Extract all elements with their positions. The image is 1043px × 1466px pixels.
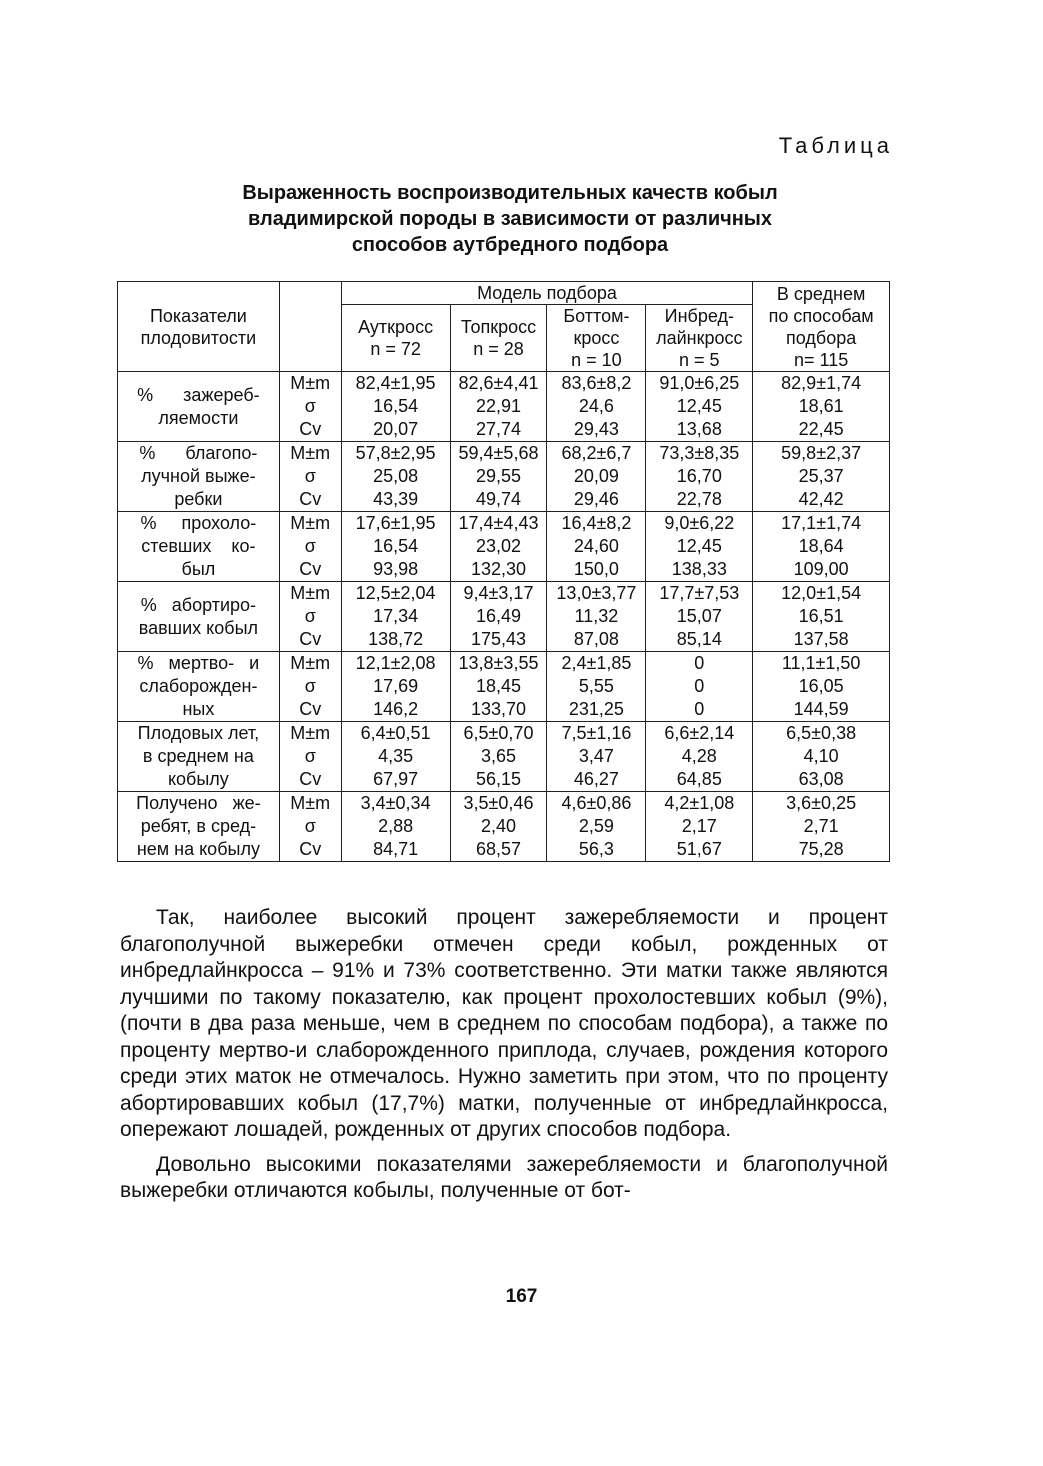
value-cell [341, 722, 450, 792]
header-line: Боттом- [563, 306, 630, 326]
value: 3,5±0,46 [463, 793, 534, 813]
stat-cell [279, 582, 341, 652]
indicator-cell [118, 582, 280, 652]
value: 24,6 [578, 396, 614, 416]
value: 137,58 [793, 629, 849, 649]
value: 24,60 [573, 536, 619, 556]
value: 13,0±3,77 [556, 583, 637, 603]
value: 16,05 [798, 676, 844, 696]
value: 3,4±0,34 [360, 793, 431, 813]
value: 146,2 [373, 699, 419, 719]
paragraph: Так, наиболее высокий процент зажеребляемости и процент благополучной выжеребки отмечен среди кобыл, рожденных от инбредлайнкросса – 91% и 73% соответственно. Эти матки также являются лучшими по такому показателю, как процент прохолостевших кобыл (9%), (почти в два раза меньше, чем в среднем по способам подбора), а также по проценту мертво-и слаборожденного приплода, случаев, рождения которого среди этих маток не отмечалось. Нужно заметить при этом, что по проценту абортировавших кобыл (17,7%) матки, полученные от инбредлайнкросса, опережают лошадей, рожденных от других способов подбора. [120, 906, 888, 1141]
header-model: Модель подбора [341, 282, 753, 305]
value: 22,91 [475, 396, 522, 416]
value: 12,45 [676, 536, 722, 556]
value: 16,4±8,2 [561, 513, 632, 533]
value-cell [646, 722, 753, 792]
indicator-line: ребки [174, 489, 223, 509]
stat-label: M±m [290, 583, 331, 603]
header-line: n = 5 [679, 350, 720, 370]
value-cell [547, 652, 646, 722]
value: 63,08 [798, 769, 844, 789]
value: 9,4±3,17 [463, 583, 534, 603]
value: 68,2±6,7 [561, 443, 632, 463]
value: 18,64 [798, 536, 844, 556]
value: 42,42 [798, 489, 844, 509]
value: 144,59 [793, 699, 849, 719]
value: 27,74 [475, 419, 522, 439]
value: 9,0±6,22 [664, 513, 735, 533]
stat-label: σ [304, 816, 316, 836]
value: 6,4±0,51 [360, 723, 431, 743]
value: 46,27 [573, 769, 619, 789]
value-cell [753, 582, 890, 652]
indicator-line: нем на кобылу [136, 839, 260, 859]
stat-label: σ [304, 536, 316, 556]
value: 22,45 [798, 419, 844, 439]
value-cell [646, 442, 753, 512]
value: 133,70 [470, 699, 527, 719]
stat-cell [279, 792, 341, 862]
value: 17,69 [373, 676, 419, 696]
value-cell [341, 652, 450, 722]
indicator-line: стевших ко- [141, 536, 256, 556]
value-cell [753, 512, 890, 582]
value-cell [547, 792, 646, 862]
header-line: по способам [768, 305, 874, 326]
value: 138,72 [368, 629, 424, 649]
value-cell [547, 372, 646, 442]
table-row [118, 792, 890, 862]
value: 29,55 [475, 466, 522, 486]
value: 6,5±0,38 [786, 723, 857, 743]
value: 231,25 [568, 699, 624, 719]
body-text [120, 905, 888, 1213]
value-cell [646, 582, 753, 652]
value: 64,85 [676, 769, 722, 789]
value: 93,98 [373, 559, 419, 579]
value-cell [341, 372, 450, 442]
stat-label: Cv [299, 839, 322, 859]
value: 7,5±1,16 [561, 723, 632, 743]
table-label: Таблица [778, 133, 893, 158]
value: 84,71 [373, 839, 419, 859]
value: 16,49 [475, 606, 522, 626]
header-indicators: Показатели плодовитости [118, 282, 280, 372]
indicator-cell [118, 442, 280, 512]
value: 2,40 [480, 816, 517, 836]
caption-line: способов аутбредного подбора [351, 234, 669, 256]
indicator-cell [118, 722, 280, 792]
header-group-inbredlinecross [646, 305, 753, 372]
indicator-line: Получено же- [136, 793, 261, 813]
indicator-line: ребят, в сред- [140, 816, 257, 836]
value: 56,3 [578, 839, 614, 859]
indicator-cell [118, 652, 280, 722]
value: 20,09 [573, 466, 619, 486]
value: 0 [694, 699, 705, 719]
data-table [117, 281, 890, 862]
value: 12,1±2,08 [355, 653, 436, 673]
stat-label: σ [304, 606, 316, 626]
value: 175,43 [470, 629, 527, 649]
value: 2,17 [681, 816, 717, 836]
stat-cell [279, 652, 341, 722]
indicator-line: % благопо- [139, 443, 258, 463]
value-cell [341, 442, 450, 512]
value: 0 [694, 676, 705, 696]
table-row [118, 372, 890, 442]
value-cell [753, 652, 890, 722]
indicator-line: был [181, 559, 216, 579]
stat-label: M±m [290, 443, 331, 463]
value: 3,6±0,25 [786, 793, 857, 813]
value: 29,43 [573, 419, 619, 439]
value: 87,08 [573, 629, 619, 649]
indicator-line: кобылу [167, 769, 229, 789]
value: 25,37 [798, 466, 844, 486]
table-body [118, 372, 890, 862]
value-cell [450, 652, 547, 722]
value-cell [450, 372, 547, 442]
value: 6,5±0,70 [463, 723, 534, 743]
value: 13,8±3,55 [458, 653, 539, 673]
value-cell [450, 582, 547, 652]
value-cell [341, 792, 450, 862]
table-row [118, 582, 890, 652]
stat-label: M±m [290, 373, 331, 393]
value: 75,28 [798, 839, 844, 859]
value: 2,88 [378, 816, 414, 836]
value: 82,4±1,95 [355, 373, 436, 393]
indicator-cell [118, 792, 280, 862]
value-cell [341, 582, 450, 652]
value: 2,4±1,85 [561, 653, 632, 673]
caption-line: Выраженность воспроизводительных качеств кобыл [242, 182, 778, 204]
value: 2,59 [578, 816, 614, 836]
stat-label: M±m [290, 793, 331, 813]
value-cell [753, 792, 890, 862]
header-line: подбора [786, 327, 857, 348]
value: 11,32 [574, 606, 619, 626]
table-row [118, 722, 890, 792]
header-line: n= 115 [794, 349, 849, 370]
value-cell [646, 512, 753, 582]
value-cell [450, 792, 547, 862]
value: 11,1±1,50 [781, 653, 861, 673]
table-row [118, 652, 890, 722]
value: 16,70 [676, 466, 722, 486]
table-row [118, 512, 890, 582]
value: 4,6±0,86 [561, 793, 632, 813]
value: 43,39 [373, 489, 419, 509]
indicator-cell [118, 372, 280, 442]
header-group-outcross [341, 305, 450, 372]
stat-label: M±m [290, 723, 331, 743]
stat-label: σ [304, 396, 316, 416]
stat-label: σ [304, 466, 316, 486]
value: 6,6±2,14 [664, 723, 735, 743]
value: 132,30 [470, 559, 527, 579]
value-cell [547, 442, 646, 512]
stat-label: M±m [290, 513, 331, 533]
table-caption [190, 180, 830, 258]
value-cell [753, 722, 890, 792]
stat-label: Cv [299, 699, 322, 719]
value: 16,54 [373, 396, 419, 416]
value: 17,7±7,53 [659, 583, 740, 603]
value-cell [450, 722, 547, 792]
value: 17,6±1,95 [355, 513, 436, 533]
header-line: В среднем [776, 283, 866, 304]
value: 20,07 [373, 419, 419, 439]
header-average [753, 282, 890, 372]
stat-cell [279, 372, 341, 442]
caption-line: владимирской породы в зависимости от различных [247, 208, 773, 230]
indicator-line: % прохоло- [140, 513, 257, 533]
header-line: n = 72 [370, 339, 421, 359]
indicator-line: слаборожден- [139, 676, 258, 696]
value-cell [753, 442, 890, 512]
value: 82,9±1,74 [781, 373, 862, 393]
value: 85,14 [676, 629, 722, 649]
value: 17,1±1,74 [781, 513, 862, 533]
stat-label: Cv [299, 769, 322, 789]
header-line: n = 28 [473, 339, 524, 359]
indicator-line: ных [182, 699, 215, 719]
value: 4,10 [803, 746, 839, 766]
value: 12,5±2,04 [355, 583, 436, 603]
value-cell [547, 722, 646, 792]
indicator-cell [118, 512, 280, 582]
value: 91,0±6,25 [659, 373, 740, 393]
header-line: лайнкросс [656, 328, 743, 348]
stat-cell [279, 722, 341, 792]
stat-cell [279, 512, 341, 582]
header-line: кросс [573, 328, 620, 348]
table-row [118, 442, 890, 512]
stat-label: σ [304, 676, 316, 696]
value: 13,68 [676, 419, 722, 439]
value: 12,45 [676, 396, 722, 416]
value: 109,00 [793, 559, 849, 579]
value-cell [450, 442, 547, 512]
value-cell [450, 512, 547, 582]
stat-label: Cv [299, 419, 322, 439]
header-group-bottomcross [547, 305, 646, 372]
value: 25,08 [373, 466, 419, 486]
value: 0 [694, 653, 705, 673]
indicator-line: % зажереб- [137, 384, 260, 405]
indicator-line: вавших кобыл [138, 617, 259, 638]
value: 18,61 [798, 396, 844, 416]
stat-label: σ [304, 746, 316, 766]
value: 138,33 [671, 559, 727, 579]
indicator-line: Плодовых лет, [137, 723, 260, 743]
value: 56,15 [475, 769, 522, 789]
value: 51,67 [676, 839, 722, 859]
page-number: 167 [505, 1286, 538, 1307]
value: 5,55 [578, 676, 614, 696]
value: 67,97 [373, 769, 419, 789]
value: 57,8±2,95 [355, 443, 436, 463]
value: 73,3±8,35 [659, 443, 740, 463]
value: 3,65 [480, 746, 517, 766]
value: 17,4±4,43 [458, 513, 539, 533]
paragraph: Довольно высокими показателями зажеребляемости и благополучной выжеребки отличаются кобылы, полученные от бот- [120, 1152, 888, 1202]
stat-label: Cv [299, 489, 322, 509]
header-line: n = 10 [571, 350, 622, 370]
value: 59,4±5,68 [458, 443, 539, 463]
stat-label: Cv [299, 629, 322, 649]
value: 4,28 [681, 746, 717, 766]
value: 4,35 [378, 746, 414, 766]
value: 15,07 [676, 606, 722, 626]
value: 16,51 [798, 606, 844, 626]
value-cell [547, 512, 646, 582]
value: 17,34 [373, 606, 419, 626]
value: 18,45 [475, 676, 522, 696]
header-line: Ауткросс [358, 317, 434, 337]
value: 12,0±1,54 [781, 583, 862, 603]
indicator-line: % абортиро- [140, 594, 257, 615]
indicator-line: % мертво- и [137, 653, 260, 673]
value: 68,57 [475, 839, 522, 859]
value: 83,6±8,2 [561, 373, 632, 393]
value: 29,46 [573, 489, 619, 509]
stat-label: M±m [290, 653, 331, 673]
value: 23,02 [475, 536, 522, 556]
stat-label: Cv [299, 559, 322, 579]
header-stat [279, 282, 341, 372]
value: 4,2±1,08 [664, 793, 735, 813]
value: 59,8±2,37 [781, 443, 862, 463]
value-cell [646, 372, 753, 442]
stat-cell [279, 442, 341, 512]
value-cell [341, 512, 450, 582]
indicator-line: ляемости [158, 407, 239, 428]
value: 82,6±4,41 [458, 373, 539, 393]
value: 2,71 [803, 816, 839, 836]
value-cell [646, 792, 753, 862]
indicator-line: лучной выже- [141, 466, 256, 486]
value-cell [547, 582, 646, 652]
value-cell [646, 652, 753, 722]
value: 16,54 [373, 536, 419, 556]
indicator-line: в среднем на [142, 746, 254, 766]
value-cell [753, 372, 890, 442]
value: 3,47 [578, 746, 614, 766]
value: 150,0 [573, 559, 619, 579]
header-line: Топкросс [460, 317, 537, 337]
value: 22,78 [676, 489, 722, 509]
value: 49,74 [475, 489, 522, 509]
header-line: Инбред- [664, 306, 734, 326]
header-group-topcross [450, 305, 547, 372]
